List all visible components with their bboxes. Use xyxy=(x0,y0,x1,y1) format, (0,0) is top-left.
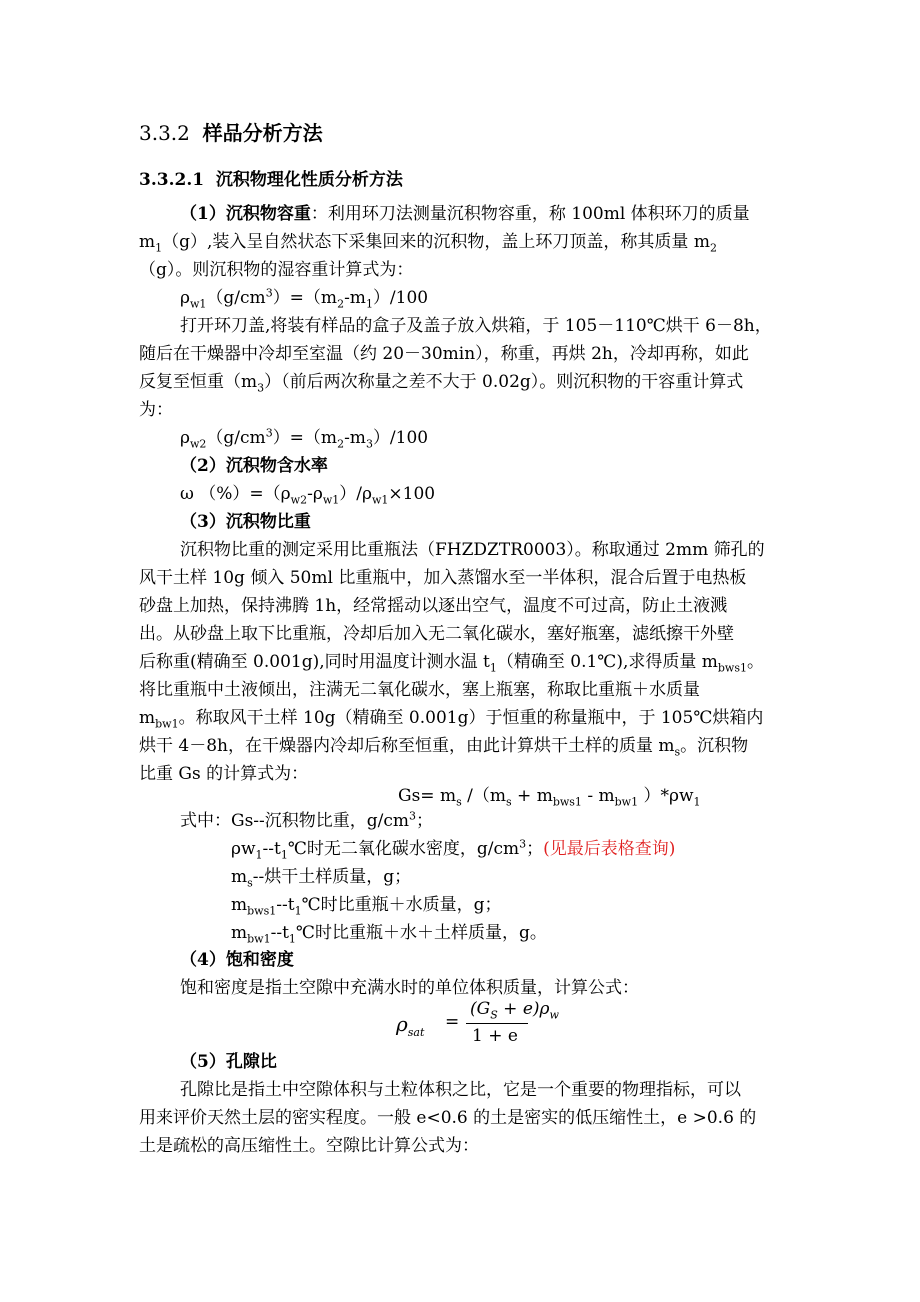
subscript: 1 xyxy=(365,297,373,311)
text: ）/ρ xyxy=(339,484,372,504)
subscript: w2 xyxy=(290,493,308,507)
where-clause xyxy=(231,836,675,862)
text: 式中：Gs--沉积物比重，g/cm xyxy=(180,811,410,831)
subscript: 1 xyxy=(255,848,263,862)
subscript: bws1 xyxy=(247,904,277,918)
text: ）（前后两次称量之差不大于 0.02g）。则沉积物的干容重计算式 xyxy=(264,372,744,392)
formula-dry-density xyxy=(180,425,428,451)
text: 随后在干燥器中冷却至室温（约 20－30min），称重，再烘 2h，冷却再称，如此 xyxy=(139,344,749,364)
heading-title: 沉积物理化性质分析方法 xyxy=(215,170,403,190)
subscript: s xyxy=(247,876,253,890)
text: 为： xyxy=(139,400,173,420)
subscript: bws1 xyxy=(717,661,747,675)
text: （g）,装入呈自然状态下采集回来的沉积物，盖上环刀顶盖，称其质量 m xyxy=(162,232,710,252)
subscript: w2 xyxy=(190,437,207,451)
text: ）/100 xyxy=(372,428,429,448)
formula-water-content xyxy=(180,481,435,507)
paragraph-line xyxy=(139,369,743,395)
subscript: w1 xyxy=(322,493,340,507)
text: m xyxy=(231,867,248,887)
text: m xyxy=(139,232,156,252)
text: 沉积物比重的测定采用比重瓶法（FHZDZTR0003）。称取通过 2mm 筛孔的 xyxy=(180,540,765,560)
heading-number: 3.3.2.1 xyxy=(139,170,205,190)
rho: ρ xyxy=(396,1012,408,1036)
paragraph-line xyxy=(139,649,764,675)
where-clause xyxy=(180,808,433,834)
subsection-label: （2）沉积物含水率 xyxy=(180,456,328,476)
paragraph-line xyxy=(180,537,765,563)
subscript: bw1 xyxy=(614,795,639,809)
paragraph-line xyxy=(180,201,750,227)
subscript: s xyxy=(456,795,462,809)
subscript: 1 xyxy=(288,932,296,946)
text: 烘干 4－8h，在干燥器内冷却后称至恒重，由此计算烘干土样的质量 m xyxy=(139,736,675,756)
text: Gs= m xyxy=(398,786,457,806)
text: 。沉积物 xyxy=(680,736,749,756)
text: (G xyxy=(470,999,491,1019)
text: - m xyxy=(581,786,615,806)
text: 孔隙比是指土中空隙体积与土粒体积之比，它是一个重要的物理指标，可以 xyxy=(180,1080,741,1100)
text: -ρ xyxy=(307,484,323,504)
subsection-label: （1）沉积物容重 xyxy=(180,204,311,224)
text: 。称取风干土样 10g（精确至 0.001g）于恒重的称量瓶中，于 105℃烘箱内 xyxy=(178,708,764,728)
subsection-label: （3）沉积物比重 xyxy=(180,512,311,532)
text: ）/100 xyxy=(372,288,429,308)
paragraph-line xyxy=(139,621,734,647)
text: （精确至 0.1℃),求得质量 m xyxy=(496,652,718,672)
paragraph-line xyxy=(139,397,173,423)
text: m xyxy=(139,708,156,728)
text: 比重 Gs 的计算式为： xyxy=(139,764,309,784)
text: m xyxy=(231,895,248,915)
subscript: w1 xyxy=(372,493,389,507)
text: -m xyxy=(344,288,366,308)
paragraph-line xyxy=(139,257,413,283)
text: 砂盘上加热，保持沸腾 1h，经常摇动以逐出空气，温度不可过高，防止土液溅 xyxy=(139,596,728,616)
heading-number: 3.3.2 xyxy=(139,121,190,145)
text: 利用环刀法测量沉积物容重，称 100ml 体积环刀的质量 xyxy=(327,204,750,224)
symbol: ρ xyxy=(180,288,190,308)
paragraph-line xyxy=(180,313,772,339)
where-clause xyxy=(231,920,547,946)
paragraph-line xyxy=(139,761,308,787)
subscript: bw1 xyxy=(155,717,179,731)
subscript: 1 xyxy=(280,848,288,862)
paragraph-line xyxy=(139,1105,756,1131)
text: /（m xyxy=(461,786,506,806)
paragraph-line xyxy=(139,229,717,255)
paragraph-line xyxy=(139,677,700,703)
section-heading-3-3-2 xyxy=(139,120,323,146)
paragraph-line xyxy=(139,593,727,619)
paragraph-line xyxy=(139,1133,479,1159)
text: ω （%）=（ρ xyxy=(180,484,291,504)
text: ； xyxy=(526,839,544,859)
subscript: 1 xyxy=(489,661,497,675)
text: ℃时比重瓶＋水＋土样质量，g。 xyxy=(295,923,547,943)
fraction-numerator xyxy=(470,999,559,1022)
text: ）=（m xyxy=(272,288,338,308)
subsection-label: （4）饱和密度 xyxy=(180,950,294,970)
text: 出。从砂盘上取下比重瓶，冷却后加入无二氧化碳水，塞好瓶塞，滤纸擦干外壁 xyxy=(139,624,734,644)
subscript: 1 xyxy=(155,241,163,255)
subscript: S xyxy=(490,1008,498,1022)
paragraph-line xyxy=(180,975,639,1001)
text: + m xyxy=(511,786,553,806)
where-clause xyxy=(231,864,411,890)
subscript: bws1 xyxy=(552,795,582,809)
text: --t xyxy=(270,923,289,943)
text: （g/cm xyxy=(206,428,266,448)
colon: ： xyxy=(310,204,328,224)
where-clause xyxy=(231,892,501,918)
text: 打开环刀盖,将装有样品的盒子及盖子放入烘箱，于 105－110℃烘干 6－8h， xyxy=(180,316,772,336)
subscript: 2 xyxy=(337,297,345,311)
formula-specific-gravity xyxy=(398,783,701,809)
subscript: w1 xyxy=(190,297,207,311)
subscript: w xyxy=(549,1008,559,1022)
text: ℃时无二氧化碳水密度，g/cm xyxy=(287,839,520,859)
subsection-label: （5）孔隙比 xyxy=(180,1052,277,1072)
paragraph-line xyxy=(139,565,746,591)
subscript: 2 xyxy=(709,241,717,255)
symbol xyxy=(396,1012,425,1039)
section-heading-3-3-2-1 xyxy=(139,167,403,193)
paragraph-line xyxy=(139,733,748,759)
superscript: 3 xyxy=(265,426,273,440)
paragraph-line xyxy=(180,1077,741,1103)
text: --t xyxy=(276,895,295,915)
text: 反复至恒重（m xyxy=(139,372,258,392)
subscript: s xyxy=(674,745,681,759)
paragraph-line xyxy=(139,705,763,731)
text: 饱和密度是指土空隙中充满水时的单位体积质量，计算公式： xyxy=(180,978,639,998)
superscript: 3 xyxy=(409,809,417,823)
subscript: 1 xyxy=(693,795,701,809)
text: m xyxy=(231,923,248,943)
subscript: s xyxy=(506,795,512,809)
text: ρw xyxy=(231,839,256,859)
symbol: ρ xyxy=(180,428,190,448)
subscript: 2 xyxy=(337,437,345,451)
text: --烘干土样质量，g； xyxy=(252,867,412,887)
text: 将比重瓶中土液倾出，注满无二氧化碳水，塞上瓶塞，称取比重瓶＋水质量 xyxy=(139,680,700,700)
text: 。 xyxy=(747,652,764,672)
text: + e)ρ xyxy=(497,999,550,1019)
superscript: 3 xyxy=(519,837,527,851)
subscript: 3 xyxy=(365,437,373,451)
text: 风干土样 10g 倾入 50ml 比重瓶中，加入蒸馏水至一半体积，混合后置于电热板 xyxy=(139,568,747,588)
paragraph-line xyxy=(139,341,749,367)
text: ×100 xyxy=(388,484,436,504)
equals: = xyxy=(445,1012,460,1032)
subscript: bw1 xyxy=(247,932,271,946)
text: ）*ρw xyxy=(638,786,694,806)
text: --t xyxy=(262,839,281,859)
subscript: sat xyxy=(407,1026,425,1039)
subscript: 1 xyxy=(294,904,302,918)
heading-title: 样品分析方法 xyxy=(202,121,323,145)
text: ℃时比重瓶＋水质量，g； xyxy=(301,895,502,915)
fraction-bar xyxy=(466,1023,528,1024)
fraction-denominator: 1 + e xyxy=(472,1026,518,1046)
subscript: 3 xyxy=(257,381,265,395)
text: 后称重(精确至 0.001g),同时用温度计测水温 t xyxy=(139,652,490,672)
text: （g）。则沉积物的湿容重计算式为： xyxy=(139,260,414,280)
superscript: 3 xyxy=(265,286,273,300)
text: ； xyxy=(416,811,434,831)
text: ）=（m xyxy=(272,428,338,448)
text: 用来评价天然土层的密实程度。一般 e<0.6 的土是密实的低压缩性土，e >0.6 的 xyxy=(139,1108,757,1128)
note-see-table: (见最后表格查询) xyxy=(543,839,676,859)
text: -m xyxy=(344,428,366,448)
text: 土是疏松的高压缩性土。空隙比计算公式为： xyxy=(139,1136,479,1156)
text: （g/cm xyxy=(206,288,266,308)
formula-wet-density xyxy=(180,285,428,311)
